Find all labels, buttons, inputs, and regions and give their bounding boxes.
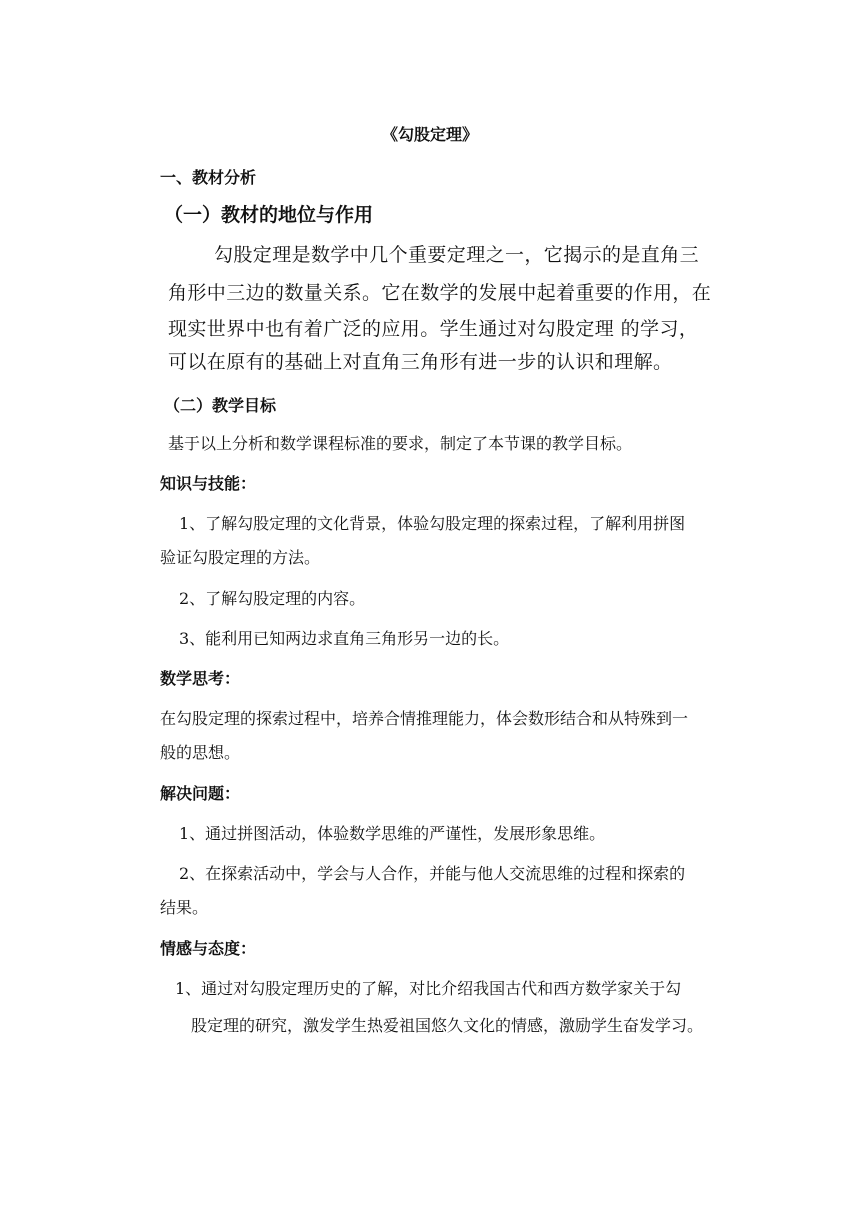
paragraph-line: 在勾股定理的探索过程中，培养合情推理能力，体会数形结合和从特殊到一: [160, 709, 689, 728]
subsection-heading-teaching-goals: （二）教学目标: [164, 396, 277, 415]
list-item: 2、在探索活动中，学会与人合作，并能与他人交流思维的过程和探索的: [179, 864, 686, 883]
paragraph-line: 勾股定理是数学中几个重要定理之一，它揭示的是直角三: [214, 244, 700, 266]
emotion-and-attitude-label: 情感与态度：: [160, 939, 257, 958]
document-title: 《勾股定理》: [381, 125, 478, 144]
list-item-continuation: 验证勾股定理的方法。: [160, 548, 321, 567]
list-item: 2、了解勾股定理的内容。: [179, 589, 366, 608]
paragraph-line: 般的思想。: [160, 743, 241, 762]
math-thinking-label: 数学思考：: [160, 669, 241, 688]
section-heading-teaching-material-analysis: 一、教材分析: [160, 168, 257, 187]
list-item: 1、通过对勾股定理历史的了解，对比介绍我国古代和西方数学家关于勾: [175, 979, 682, 998]
list-item: 3、能利用已知两边求直角三角形另一边的长。: [179, 629, 510, 648]
paragraph-line: 现实世界中也有着广泛的应用。学生通过对勾股定理 的学习，: [168, 318, 699, 340]
list-item: 1、通过拼图活动，体验数学思维的严谨性，发展形象思维。: [179, 824, 606, 843]
intro-text: 基于以上分析和数学课程标准的要求，制定了本节课的教学目标。: [168, 434, 633, 453]
paragraph-line: 角形中三边的数量关系。它在数学的发展中起着重要的作用，在: [168, 282, 712, 304]
paragraph-line: 可以在原有的基础上对直角三角形有进一步的认识和理解。: [168, 351, 673, 373]
list-item-continuation: 结果。: [160, 898, 209, 917]
list-item: 1、了解勾股定理的文化背景，体验勾股定理的探索过程，了解利用拼图: [179, 514, 686, 533]
list-item-continuation: 股定理的研究，激发学生热爱祖国悠久文化的情感，激励学生奋发学习。: [191, 1016, 704, 1035]
problem-solving-label: 解决问题：: [160, 784, 241, 803]
subsection-heading-status-and-role: （一）教材的地位与作用: [164, 204, 374, 226]
knowledge-and-skills-label: 知识与技能：: [160, 474, 257, 493]
